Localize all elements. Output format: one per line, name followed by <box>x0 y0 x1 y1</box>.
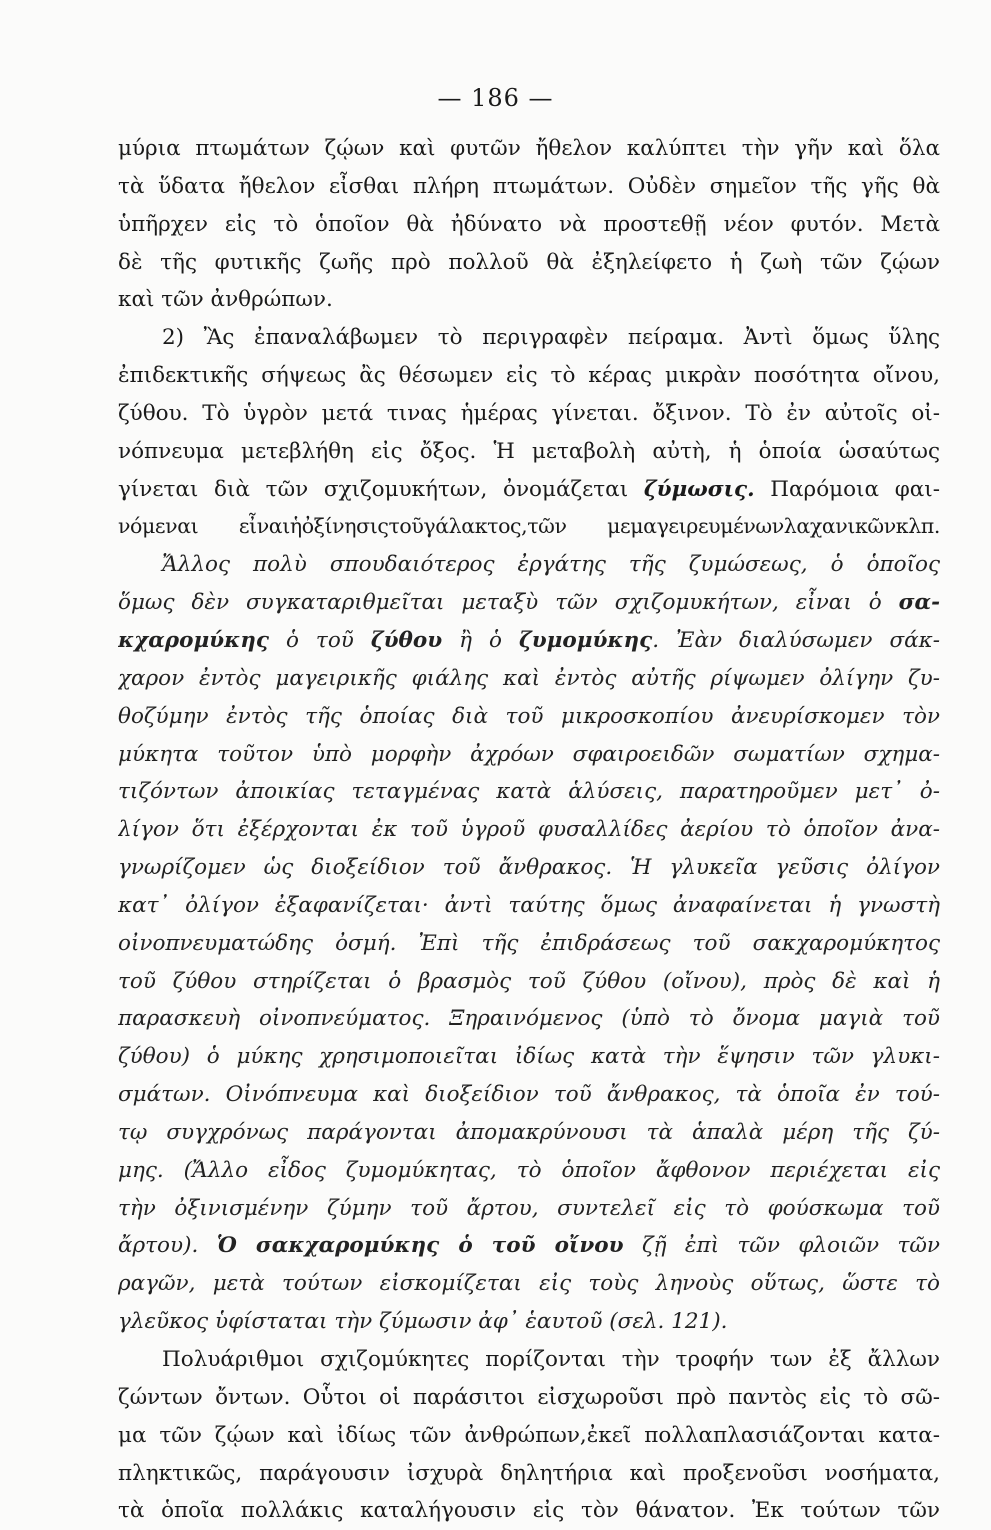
text-line: ἐπιδεκτικῆς σήψεως ἂς θέσωμεν εἰς τὸ κέρας μικρὰν ποσότητα οἴνου, <box>118 363 940 389</box>
text-line: μης. (Ἄλλο εἶδος ζυμομύκητας, τὸ ὁποῖον ἄφθονον περιέχεται εἰς <box>118 1157 940 1183</box>
text-line: γλεῦκος ὑφίσταται τὴν ζύμωσιν ἀφ᾽ ἑαυτοῦ (σελ. 121). <box>118 1309 728 1335</box>
text-line: σμάτων. Οἰνόπνευμα καὶ διοξείδιον τοῦ ἄνθρακος, τὰ ὁποῖα ἐν τού- <box>118 1082 940 1108</box>
text-line: τῳ συγχρόνως παράγονται ἀπομακρύνουσι τὰ ἁπαλὰ μέρη τῆς ζύ- <box>118 1119 940 1145</box>
text-line: ζώντων ὄντων. Οὗτοι οἱ παράσιτοι εἰσχωροῦσι πρὸ παντὸς εἰς τὸ σῶ- <box>118 1384 940 1410</box>
text-line <box>118 471 940 509</box>
text-line: καὶ τῶν ἀνθρώπων. <box>118 287 333 313</box>
text-line: λίγον ὅτι ἐξέρχονται ἐκ τοῦ ὑγροῦ φυσαλλίδες ἀερίου τὸ ὁποῖον ἀνα- <box>118 817 940 843</box>
text-line: μα τῶν ζῴων καὶ ἰδίως τῶν ἀνθρώπων,ἐκεῖ πολλαπλασιάζονται κατα- <box>118 1422 940 1448</box>
text-run: ζῇ ἐπὶ τῶν φλοιῶν τῶν <box>623 1233 940 1259</box>
text-line: ζύθου. Τὸ ὑγρὸν μετά τινας ἡμέρας γίνεται. ὄξινον. Τὸ ἐν αὐτοῖς οἰ- <box>118 400 940 426</box>
text-run: Παρόμοια φαι- <box>754 476 940 502</box>
text-line: τοῦ ζύθου στηρίζεται ὁ βρασμὸς τοῦ ζύθου (οἴνου), πρὸς δὲ καὶ ἡ <box>118 968 940 994</box>
term-zymomykis: ζυμομύκης <box>519 627 653 653</box>
text-line: μύρια πτωμάτων ζῴων καὶ φυτῶν ἤθελον καλύπτει τὴν γῆν καὶ ὅλα <box>118 136 940 161</box>
text-run: . Ἐὰν διαλύσωμεν σάκ- <box>652 627 940 653</box>
text-line <box>118 1227 940 1265</box>
text-line <box>118 584 940 622</box>
text-line: ζύθου) ὁ μύκης χρησιμοποιεῖται ἰδίως κατὰ τὴν ἕψησιν τῶν γλυκι- <box>118 1044 940 1070</box>
text-line: κατ᾽ ὀλίγον ἐξαφανίζεται· ἀντὶ ταύτης ὅμως ἀναφαίνεται ἡ γνωστὴ <box>118 892 940 918</box>
term-sakcharomykis-oinou: Ὁ σακχαρομύκης ὁ τοῦ οἴνου <box>216 1233 624 1259</box>
page-number: — 186 — <box>437 84 554 112</box>
text-run: ἄρτου). <box>118 1233 217 1259</box>
text-line: οἰνοπνευματώδης ὀσμή. Ἐπὶ τῆς ἐπιδράσεως τοῦ σακχαρομύκητος <box>118 930 940 956</box>
text-line: ὑπῆρχεν εἰς τὸ ὁποῖον θὰ ἠδύνατο νὰ προστεθῇ νέον φυτόν. Μετὰ <box>118 211 940 237</box>
text-line: παρασκευὴ οἰνοπνεύματος. Ξηραινόμενος (ὑπὸ τὸ ὄνομα μαγιὰ τοῦ <box>118 1006 940 1032</box>
text-line: τὰ ὁποῖα πολλάκις καταλήγουσιν εἰς τὸν θάνατον. Ἐκ τούτων τῶν <box>118 1498 940 1524</box>
text-line: 2) Ἂς ἐπαναλάβωμεν τὸ περιγραφὲν πείραμα. Ἀντὶ ὅμως ὕλης <box>162 325 940 351</box>
text-run: ὁ τοῦ <box>268 627 371 653</box>
text-line: τὰ ὕδατα ἤθελον εἶσθαι πλήρη πτωμάτων. Οὐδὲν σημεῖον τῆς γῆς θὰ <box>118 173 940 199</box>
text-line: ραγῶν, μετὰ τούτων εἰσκομίζεται εἰς τοὺς ληνοὺς οὕτως, ὥστε τὸ <box>118 1271 940 1297</box>
text-line: νόμεναι εἶναιἡὀξίνησιςτοῦγάλακτος,τῶν μεμαγειρευμένωνλαχανικῶνκλπ. <box>118 514 940 539</box>
text-run: γίνεται διὰ τῶν σχιζομυκήτων, ὀνομάζεται <box>118 476 644 502</box>
text-line: γνωρίζομεν ὡς διοξείδιον τοῦ ἄνθρακος. Ἡ γλυκεῖα γεῦσις ὀλίγον <box>118 855 940 881</box>
text-line: θοζύμην ἐντὸς τῆς ὁποίας διὰ τοῦ μικροσκοπίου ἀνευρίσκομεν τὸν <box>118 703 940 729</box>
term-zymosis: ζύμωσις. <box>643 476 755 502</box>
text-line: δὲ τῆς φυτικῆς ζωῆς πρὸ πολλοῦ θὰ ἐξηλείφετο ἡ ζωὴ τῶν ζῴων <box>118 249 940 275</box>
text-run: ἢ ὁ <box>442 627 520 653</box>
body-text <box>118 130 940 1530</box>
text-line: νόπνευμα μετεβλήθη εἰς ὄξος. Ἡ μεταβολὴ αὐτὴ, ἡ ὁποία ὡσαύτως <box>118 438 940 464</box>
text-line: τὴν ὀξινισμένην ζύμην τοῦ ἄρτου, συντελεῖ εἰς τὸ φούσκωμα τοῦ <box>118 1195 940 1221</box>
text-line: τιζόντων ἀποικίας τεταγμένας κατὰ ἁλύσεις, παρατηροῦμεν μετ᾽ ὀ- <box>118 779 940 805</box>
term-sakcharomykis: σα- <box>898 590 940 616</box>
term-sakcharomykis-cont: κχαρομύκης <box>118 627 269 653</box>
text-run: ὅμως δὲν συγκαταριθμεῖται μεταξὺ τῶν σχιζομυκήτων, εἶναι ὁ <box>118 590 899 616</box>
term-zythou: ζύθου <box>370 627 443 653</box>
text-line: Ἄλλος πολὺ σπουδαιότερος ἐργάτης τῆς ζυμώσεως, ὁ ὁποῖος <box>162 552 940 578</box>
text-line <box>118 622 940 660</box>
text-line: χαρον ἐντὸς μαγειρικῆς φιάλης καὶ ἐντὸς αὐτῆς ρίψωμεν ὀλίγην ζυ- <box>118 665 940 691</box>
text-line: Πολυάριθμοι σχιζομύκητες πορίζονται τὴν τροφήν των ἐξ ἄλλων <box>162 1347 940 1372</box>
text-line: πληκτικῶς, παράγουσιν ἰσχυρὰ δηλητήρια καὶ προξενοῦσι νοσήματα, <box>118 1460 940 1486</box>
text-line: μύκητα τοῦτον ὑπὸ μορφὴν ἀχρόων σφαιροειδῶν σωματίων σχημα- <box>118 741 940 767</box>
